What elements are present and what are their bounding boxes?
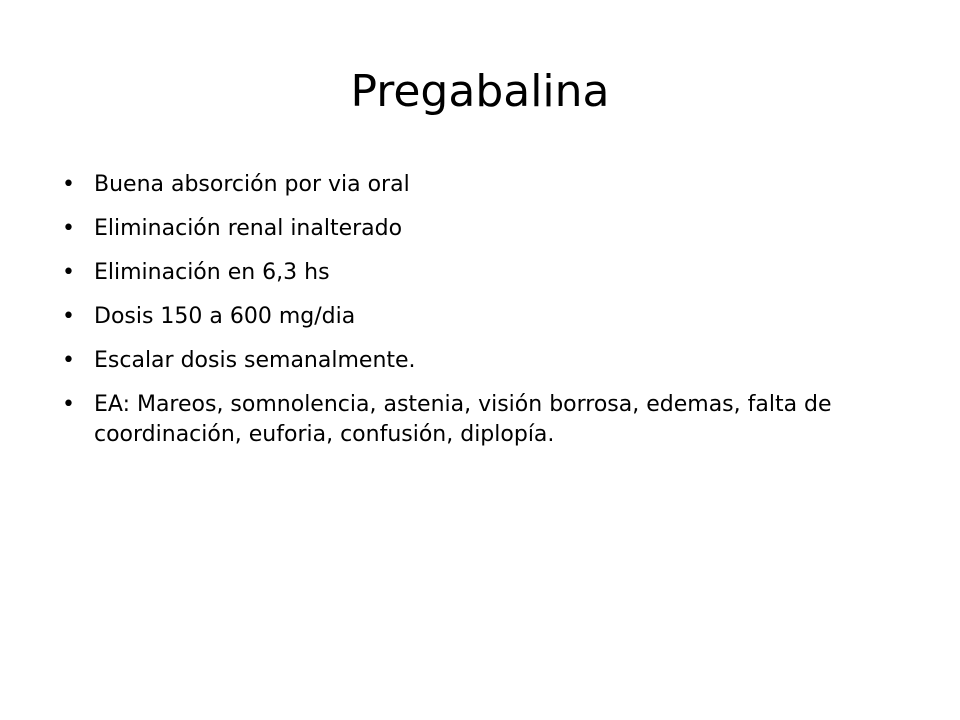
bullet-text-absorption: Buena absorción por via oral [94,172,410,197]
bullet-icon: • [62,172,75,197]
bullet-item [58,214,888,244]
bullet-text-renal-elimination: Eliminación renal inalterado [94,216,403,241]
bullet-text-escalation: Escalar dosis semanalmente. [94,348,416,373]
bullet-icon: • [62,348,75,373]
bullet-text-adverse-effects: EA: Mareos, somnolencia, astenia, visión borrosa, edemas, falta de coordinación, euforia, confusión, diplopía. [94,392,832,447]
bullet-item [58,170,888,200]
bullet-icon: • [62,216,75,241]
bullet-item [58,346,888,376]
bullet-item [58,390,888,450]
slide-title: Pregabalina [350,66,610,117]
bullet-list [58,170,888,464]
bullet-text-elimination-time: Eliminación en 6,3 hs [94,260,330,285]
bullet-item [58,302,888,332]
bullet-icon: • [62,260,75,285]
bullet-text-dose: Dosis 150 a 600 mg/dia [94,304,356,329]
bullet-item [58,258,888,288]
bullet-icon: • [62,392,75,417]
bullet-icon: • [62,304,75,329]
